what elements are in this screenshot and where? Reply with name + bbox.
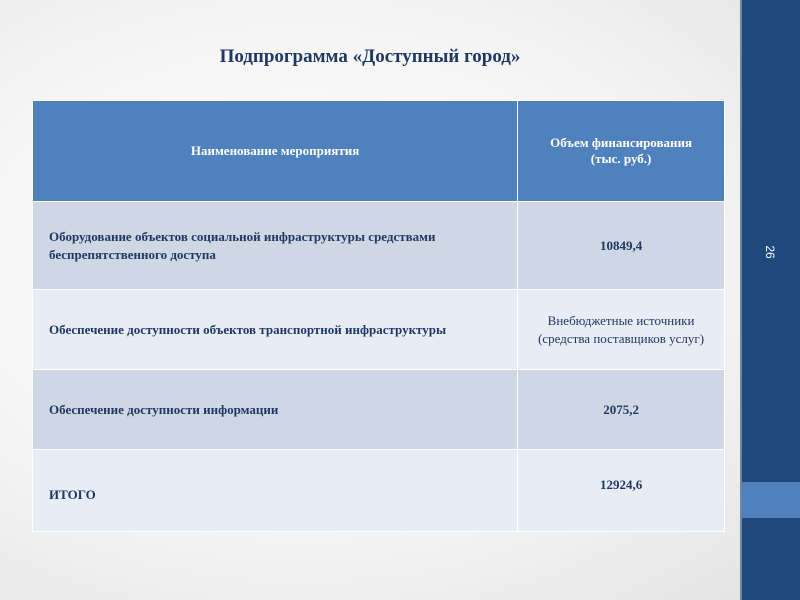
row-funding-amount: 2075,2 (518, 370, 725, 450)
row-funding-amount: Внебюджетные источники (средства поставщиков услуг) (518, 290, 725, 370)
row-activity-name: Оборудование объектов социальной инфраструктуры средствами беспрепятственного доступа (33, 202, 518, 290)
table-row (33, 450, 725, 532)
table-row (33, 370, 725, 450)
header-activity-name: Наименование мероприятия (33, 101, 518, 202)
row-total-label: ИТОГО (33, 450, 518, 532)
sidebar-accent-block (742, 482, 800, 518)
slide-number: 26 (763, 245, 777, 259)
row-funding-amount: 10849,4 (518, 202, 725, 290)
page-title: Подпрограмма «Доступный город» (219, 46, 521, 67)
table-row (33, 290, 725, 370)
funding-table (32, 100, 725, 532)
table-row (33, 202, 725, 290)
header-funding-amount: Объем финансирования (тыс. руб.) (518, 101, 725, 202)
row-activity-name: Обеспечение доступности объектов транспортной инфраструктуры (33, 290, 518, 370)
row-activity-name: Обеспечение доступности информации (33, 370, 518, 450)
row-total-amount: 12924,6 (518, 450, 725, 532)
table-header-row (33, 101, 725, 202)
